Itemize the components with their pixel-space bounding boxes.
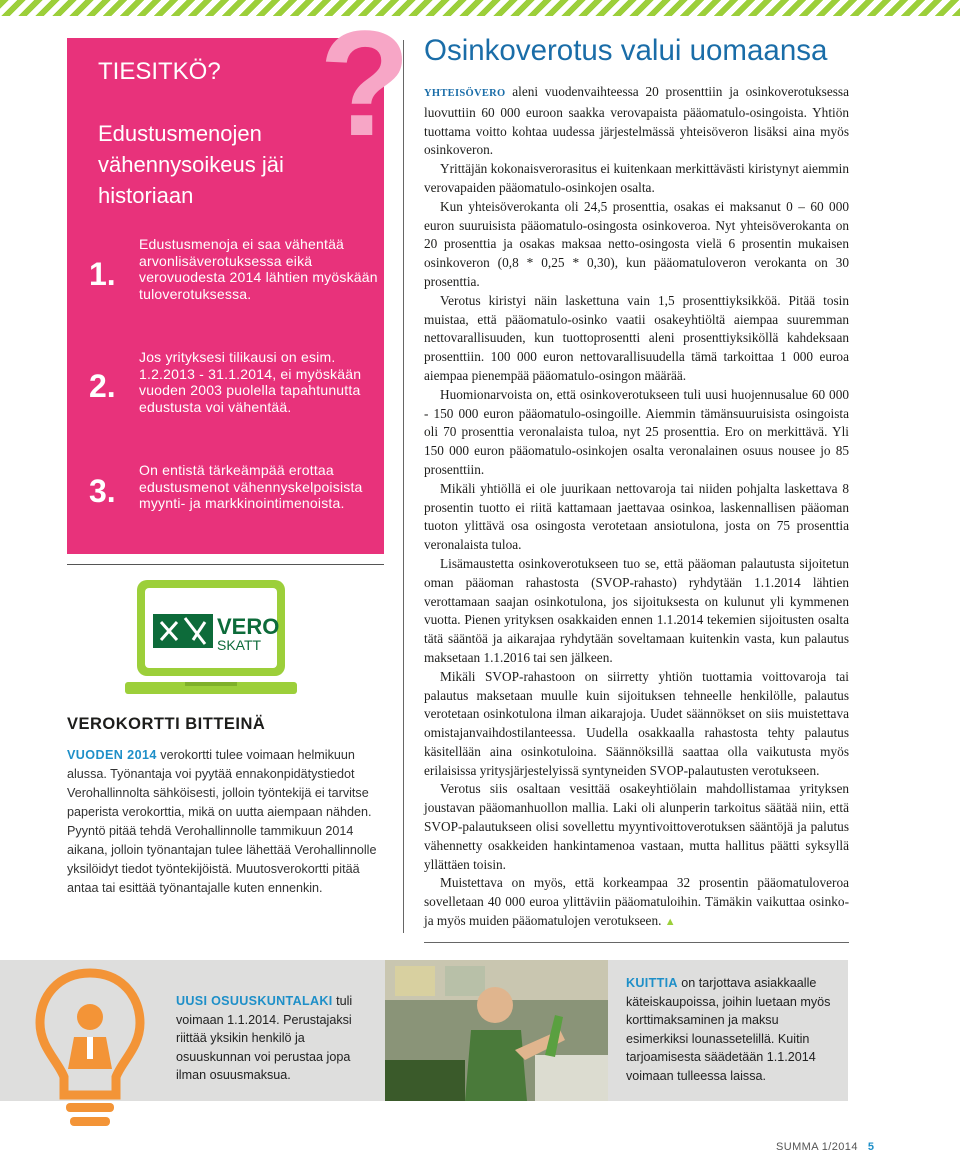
kuitti-note: KUITTIA on tarjottava asiakkaalle käteiskaupoissa, joihin luetaan myös korttimaksaminen ja maksu esimerkiksi lounassetelillä. Kuitin tarjoamisesta säädetään 1.1.2014 voimaan tulleessa laissa.: [626, 976, 831, 1083]
item-number: 2.: [89, 368, 116, 404]
article-paragraph: Mikäli yhtiöllä ei ole juurikaan nettovaroja tai niiden pohjalta laskettava 8 prosentin tuotto ei riitä kattamaan jaettavaa osinkoa, laskennallisen pääoman tuoton ylittävä osa osingosta verotetaan ansiotulona, josta on 75 prosenttia veronalaista tuloa.: [424, 480, 849, 553]
item-text: Edustusmenoja ei saa vähentää arvonlisäverotuksessa eikä verovuodesta 2014 lähtien myöskään tuloverotuksessa.: [139, 236, 378, 302]
kuitti-lead: KUITTIA: [626, 976, 678, 990]
tiesitko-box: [67, 0, 411, 554]
photo-image: [385, 960, 608, 1101]
article-paragraph: Kun yhteisöverokanta oli 24,5 prosenttia, osakas ei maksanut 0 – 60 000 euron suuruisista pääomatulo-osingosta osinkoveroa. Nyt yhteisöverokanta on 20 prosenttia ja osakas maksaa netto-osingosta vielä 6 prosentin mukaisen osinkoveron (0,8 * 0,25 * 0,30), kun pääomatuloveron verokanta on 30 prosenttia.: [424, 198, 849, 289]
tiesitko-headline: Edustusmenojen vähennysoikeus jäi historiaan: [98, 121, 284, 208]
article-paragraph: Mikäli SVOP-rahastoon on siirretty yhtiön tuottamia voittovaroja tai palautus maksetaan muulle kuin sijoituksen tehneelle henkilölle, palautus verotetaan osinkotulona ilman aikarajoja. Uudet säännökset on siis muistettava omistajanvaihdostilanteessa. Uudella osakkaalla rahastosta tehty palautus käsitellään aina osinkotuloina. Säännöksillä saattaa olla vaikutusta myös erilaisissa yritysjärjestelyissä syntyneiden SVOP-palautusten verotukseen.: [424, 668, 849, 778]
column-divider: [403, 40, 404, 933]
osuuskunta-note: UUSI OSUUSKUNTALAKI tuli voimaan 1.1.2014. Perustajaksi riittää yksikin henkilö ja osuuskunnan voi perustaa jopa ilman osuusmaksua.: [176, 994, 353, 1082]
article-paragraph: Lisämaustetta osinkoverotukseen tuo se, että pääoman palautusta sijoitetun oman pääoman rahastosta (SVOP-rahasto) ryhdytään 1.1.2014 lähtien verottamaan saajan osinkotulona, jos sijoituksesta on kulunut yli kymmenen vuotta. Pienen yrityksen osakkaiden ennen 1.1.2014 tekemien sijoitusten osalta tätä sääntöä ja aikarajaa ryhdytään soveltamaan kuitenkin vasta, kun palautus maksetaan 1.1.2016 tai sen jälkeen.: [424, 555, 849, 665]
article-paragraph: Muistettava on myös, että korkeampaa 32 prosentin pääomatuloveroa sovelletaan 40 000 euroa ylittäviin pääomatuloihin. Tämäkin vaikuttaa osinko- ja myös muiden pääomatulojen verotukseen. ▲: [424, 875, 849, 929]
verokortti-lead: VUODEN 2014: [67, 748, 157, 762]
item-text: On entistä tärkeämpää erottaa edustusmenot vähennyskelpoisista myynti- ja markkinointimenoista.: [139, 462, 363, 511]
article-paragraph: Verotus siis osaltaan vesittää osakeyhtiölain mahdollistamaa yrityksen joustavan pääomanhuollon mallia. Laki oli alunperin tarkoitus säätää niin, että SVOP-palautukseen olisi sovellettu myyntivoittoverotuksen sääntöjä ja palutus vähennetty osakkeiden hankintamenoa vastaan, mutta hallitus päätti syksyllä yllättäen toisin.: [424, 781, 849, 872]
item-number: 1.: [89, 256, 116, 292]
cashier-photo: [385, 960, 608, 1101]
question-mark-graphic: ?: [319, 0, 411, 167]
article-body: [424, 83, 849, 932]
vero-text: VERO: [217, 614, 280, 639]
article-paragraph: YHTEISÖVERO aleni vuodenvaihteessa 20 prosenttiin ja osinkoverotuksessa luovuttiin 60 000 euroon saakka verovapaista pääomatulo-osingoista. Yhtiön tuottama voitto kohtaa uudessa järjestelmässä yhteisöveron lisäksi aina myös osinkoveron.: [424, 84, 849, 158]
page-number: 5: [867, 1141, 875, 1153]
tiesitko-label: TIESITKÖ?: [98, 58, 221, 85]
top-stripe: [0, 0, 960, 16]
article-lead: YHTEISÖVERO: [424, 88, 506, 99]
article-paragraph: Verotus kiristyi näin laskettuna vain 1,5 prosenttiyksikköä. Pitää tosin muistaa, että pääomatulo-osinko vaatii osakeyhtiöltä aiempaa suuremman nettovarallisuuden, kun tuottoprosentti aleni prosenttiyksiköllä kahdeksaan prosenttiin. 100 000 euron nettovarallisuudella tämä tarkoittaa 1 000 euroa aiempaa pienempää pääomatulo-osingon määrää.: [424, 292, 849, 383]
section-divider: [424, 942, 849, 943]
magazine-issue: SUMMA 1/2014: [776, 1141, 858, 1153]
laptop-icon: [125, 578, 297, 703]
article-paragraph: Huomionarvoista on, että osinkoverotukseen tuli uusi huojennusalue 60 000 - 150 000 euron pääomatulo-osingoille. Aiemmin tämänsuuruisista osingoista oli 70 prosenttia veronalaista tuloa, nyt 25 prosenttia. Ero on merkittävä. Yli 150 000 euron pääomatulo-osinkojen osalta veronalainen osuus nousee jo 85 prosenttiin.: [424, 386, 849, 477]
verokortti-title: VEROKORTTI BITTEINÄ: [67, 715, 266, 733]
page-footer: [776, 1141, 874, 1153]
item-text: Jos yrityksesi tilikausi on esim. 1.2.2013 - 31.1.2014, ei myöskään vuoden 2003 puolella tapahtunutta edustusta voi vähentää.: [139, 349, 362, 415]
section-divider: [67, 564, 384, 565]
osuuskunta-lead: UUSI OSUUSKUNTALAKI: [176, 994, 333, 1008]
lightbulb-person-icon: [30, 965, 150, 1145]
verokortti-body: [67, 746, 387, 898]
item-number: 3.: [89, 473, 116, 509]
verokortti-text: verokortti tulee voimaan helmikuun alussa. Työnantaja voi pyytää ennakonpidätystiedot Verohallinnolta sähköisesti, jolloin työntekijä ei tarvitse paperista verokorttia, mikä on uutta aiempaan nähden. Pyyntö pitää tehdä Verohallinnolle tammikuun 2014 aikana, jolloin työnantajan tulee lähettää Verohallinnolle yksilöidyt tiedot työntekijöistä. Muutosverokortti pitää antaa tai esittää työnantajalle kuten ennenkin.: [67, 748, 377, 895]
skatt-text: SKATT: [217, 637, 262, 653]
article-paragraph: Yrittäjän kokonaisverorasitus ei kuitenkaan merkittävästi kiristynyt aiemmin verovapaiden pääomatulo-osinkojen osalta.: [424, 161, 849, 195]
article-title: Osinkoverotus valui uomaansa: [424, 34, 828, 67]
end-triangle-icon: ▲: [664, 916, 676, 929]
